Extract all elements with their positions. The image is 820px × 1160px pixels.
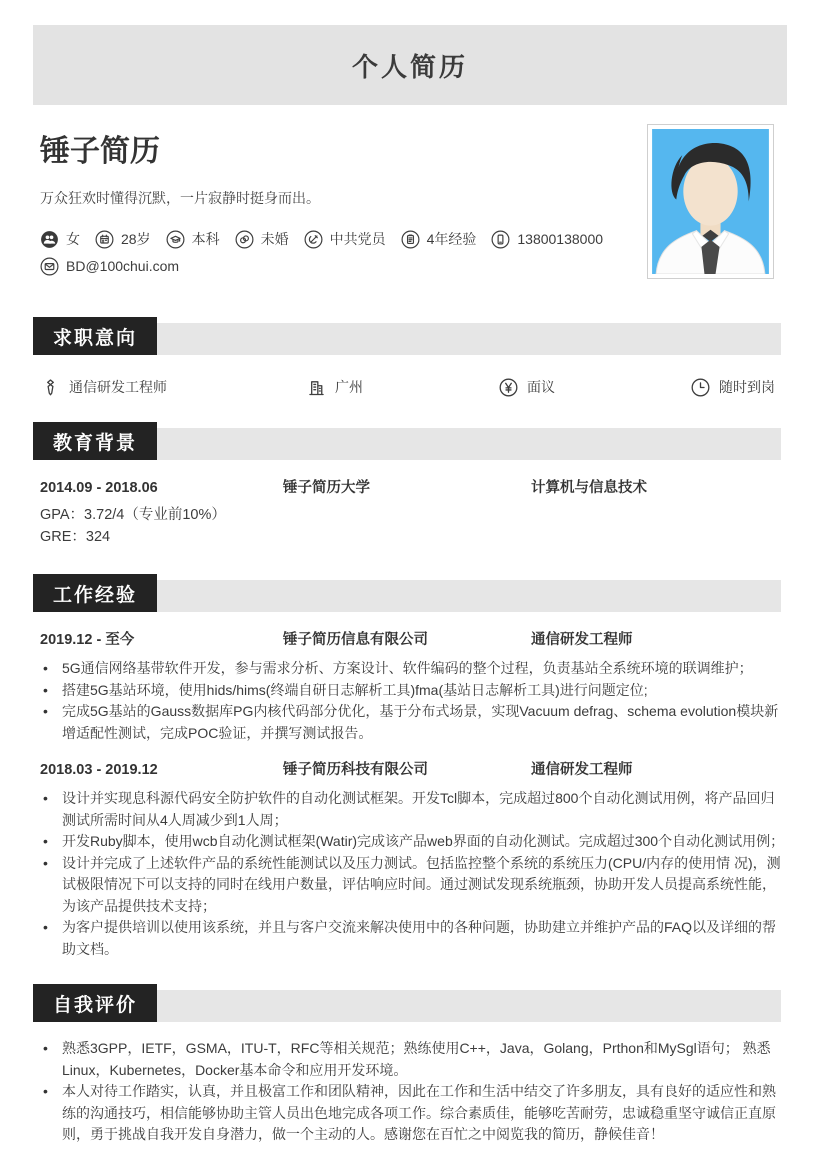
- bullet-item: • 5G通信网络基带软件开发，参与需求分析、方案设计、软件编码的整个过程，负责基站全系统环境的联调维护；: [40, 658, 787, 680]
- job-company: 锤子简历科技有限公司: [283, 762, 428, 778]
- marital-icon: [235, 230, 254, 249]
- gender-icon: [40, 230, 59, 249]
- tie-icon: [40, 377, 61, 398]
- section-title-experience: 工作经验: [33, 574, 157, 612]
- job-intent-row: [40, 376, 787, 398]
- info-marital: [235, 229, 289, 249]
- phone-value: 13800138000: [517, 231, 604, 247]
- bullet-item: • 熟悉3GPP，IETF，GSMA，ITU-T，RFC等相关规范；熟练使用C++，Java，Golang，Prthon和MySgl语句； 熟悉Linux，Kubernetes，Docker基本命令和应用开发环境。: [40, 1038, 787, 1081]
- intent-availability: [690, 376, 787, 398]
- intent-salary: [498, 376, 690, 398]
- bullet-item: • 为客户提供培训以使用该系统，并且与客户交流来解决使用中的各种问题，协助建立并维护产品的FAQ以及详细的帮助文档。: [40, 917, 787, 960]
- degree-icon: [166, 230, 185, 249]
- intent-city-value: 广州: [335, 379, 363, 395]
- self-eval-bullets: [40, 1038, 787, 1146]
- job-role: 通信研发工程师: [531, 762, 633, 778]
- bullet-item: • 设计并完成了上述软件产品的系统性能测试以及压力测试。包括监控整个系统的系统压力(CPU/内存的使用情 况)，测试极限情况下可以支持的同时在线用户数量，评估响应时间。通过测试发现系统瓶颈，协助开发人员提高系统性能，为该产品提供技术支持；: [40, 853, 787, 918]
- info-phone: [491, 229, 603, 249]
- job-period: 2019.12 - 至今: [40, 632, 135, 648]
- section-job-intent-bar: [33, 317, 781, 355]
- section-title-education: 教育背景: [33, 422, 157, 460]
- job-bullets: [40, 788, 787, 960]
- bullet-item: • 搭建5G基站环境，使用hids/hims(终端自研日志解析工具)fma(基站日志解析工具)进行问题定位;: [40, 680, 787, 702]
- intent-city: [306, 376, 498, 398]
- bullet-item: • 开发Ruby脚本，使用wcb自动化测试框架(Watir)完成该产品web界面的自动化测试。完成超过300个自动化测试用例；: [40, 831, 787, 853]
- info-party: [304, 229, 386, 249]
- experience-value: 4年经验: [426, 231, 477, 247]
- job-row: [40, 760, 787, 780]
- gender-value: 女: [66, 231, 80, 247]
- basic-info: [40, 229, 640, 276]
- age-value: 28岁: [121, 231, 151, 247]
- section-experience-bar: [33, 574, 781, 612]
- education-details: [40, 505, 787, 548]
- info-gender: [40, 229, 80, 249]
- party-value: 中共党员: [329, 231, 386, 247]
- info-degree: [166, 229, 220, 249]
- job-bullets: [40, 658, 787, 744]
- party-icon: [304, 230, 323, 249]
- bullet-item: • 本人对待工作踏实，认真，并且极富工作和团队精神，因此在工作和生活中结交了许多朋友，具有良好的适应性和熟练的沟通技巧，相信能够协助主管人员出色地完成各项工作。综合素质佳，能够吃苦耐劳，忠诚稳重坚守诚信正直原则，勇于挑战自我开发自身潜力，做一个主动的人。感谢您在百忙之中阅览我的简历，静候佳音！: [40, 1081, 787, 1146]
- education-school: 锤子简历大学: [283, 480, 370, 496]
- education-row: [40, 478, 787, 498]
- page-title: 个人简历: [351, 51, 468, 82]
- email-value: BD@100chui.com: [66, 258, 180, 274]
- section-education-bar: [33, 422, 781, 460]
- profile-photo: [647, 124, 774, 279]
- profile-text: [40, 131, 630, 276]
- info-email: [40, 256, 179, 276]
- marital-value: 未婚: [260, 231, 289, 247]
- section-self-eval-bar: [33, 984, 781, 1022]
- bullet-item: • 设计并实现息科源代码安全防护软件的自动化测试框架。开发Tcl脚本，完成超过800个自动化测试用例，将产品回归测试所需时间从4人周减少到1人周；: [40, 788, 787, 831]
- building-icon: [306, 377, 327, 398]
- tagline: 万众狂欢时懂得沉默，一片寂静时挺身而出。: [40, 190, 320, 206]
- intent-availability-value: 随时到岗: [719, 379, 775, 395]
- age-icon: [95, 230, 114, 249]
- info-experience: [401, 229, 477, 249]
- bullet-item: • 完成5G基站的Gauss数据库PG内核代码部分优化，基于分布式场景，实现Vacuum defrag、schema evolution模块新增适配性测试，完成POC验证，并撰写测试报告。: [40, 701, 787, 744]
- phone-icon: [491, 230, 510, 249]
- section-title-job-intent: 求职意向: [33, 317, 157, 355]
- candidate-name: 锤子简历: [40, 135, 160, 168]
- education-period: 2014.09 - 2018.06: [40, 480, 158, 496]
- clock-icon: [690, 377, 711, 398]
- intent-position: [40, 376, 306, 398]
- page-title-banner: [33, 25, 787, 105]
- experience-icon: [401, 230, 420, 249]
- info-age: [95, 229, 151, 249]
- education-gre: GRE：324: [40, 528, 111, 545]
- avatar: [652, 129, 769, 274]
- job-role: 通信研发工程师: [531, 632, 633, 648]
- education-major: 计算机与信息技术: [531, 480, 647, 496]
- job-period: 2018.03 - 2019.12: [40, 762, 158, 778]
- job-row: [40, 630, 787, 650]
- education-gpa: GPA：3.72/4（专业前10%）: [40, 507, 226, 523]
- intent-salary-value: 面议: [527, 379, 555, 395]
- profile-section: [40, 131, 787, 291]
- section-title-self-eval: 自我评价: [33, 984, 157, 1022]
- intent-position-value: 通信研发工程师: [69, 379, 167, 395]
- salary-icon: [498, 377, 519, 398]
- job-company: 锤子简历信息有限公司: [283, 632, 428, 648]
- email-icon: [40, 257, 59, 276]
- degree-value: 本科: [191, 231, 220, 247]
